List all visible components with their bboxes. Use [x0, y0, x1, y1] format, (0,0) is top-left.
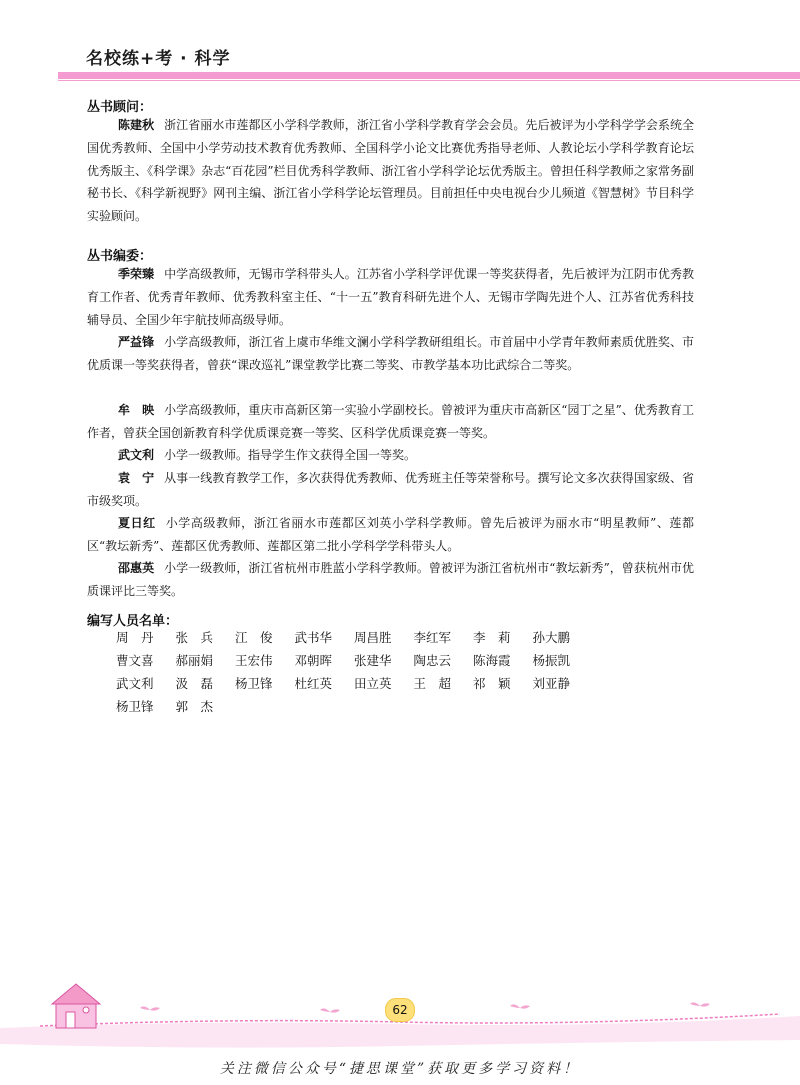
- editor-text: 小学高级教师，浙江省上虞市华维文澜小学科学教研组组长。市首届中小学青年教师素质优胜奖、市优质课一等奖获得者，曾获“课改巡礼”课堂教学比赛二等奖、市教学基本功比武综合二等奖。: [87, 335, 694, 372]
- header-bar: [58, 72, 800, 79]
- writer-name: 邓朝晖: [294, 653, 333, 668]
- editor-name: 牟 映: [118, 403, 155, 417]
- editor-text: 小学高级教师，浙江省丽水市莲都区刘英小学科学教师。曾先后被评为丽水市“明星教师”、莲都区“教坛新秀”、莲都区优秀教师、莲都区第二批小学科学学科带头人。: [87, 516, 694, 553]
- writer-name: 杨振凯: [532, 653, 571, 668]
- advisor-name: 陈建秋: [118, 118, 155, 132]
- writer-name: 陶忠云: [413, 653, 452, 668]
- editor-name: 武文利: [118, 448, 155, 462]
- editor-entry: [87, 331, 694, 377]
- advisors-title: 丛书顾问：: [87, 100, 153, 115]
- editor-text: 小学高级教师，重庆市高新区第一实验小学副校长。曾被评为重庆市高新区“园丁之星”、优秀教育工作者，曾获全国创新教育科学优质课竞赛一等奖、区科学优质课竞赛一等奖。: [87, 403, 694, 440]
- writer-name: 田立英: [354, 676, 392, 691]
- writer-name: 杜红英: [294, 676, 333, 691]
- page-number: 62: [385, 998, 415, 1022]
- writer-name: 武书华: [294, 630, 333, 645]
- editor-entry: [87, 444, 694, 467]
- sprout-icon: [140, 1002, 710, 1012]
- writer-name: 汲 磊: [175, 676, 214, 691]
- header-bar-thin: [58, 80, 800, 81]
- writers-row: [116, 697, 592, 720]
- editor-entry: [87, 512, 694, 558]
- editor-entry: [87, 263, 694, 331]
- writers-title: 编写人员名单：: [87, 614, 179, 629]
- advisor-entry: [87, 114, 694, 228]
- writer-name: 杨卫锋: [116, 699, 154, 714]
- writer-name: 刘亚静: [532, 676, 571, 691]
- writer-name: 李 莉: [473, 630, 511, 645]
- writer-name: 武文利: [116, 676, 154, 691]
- editor-name: 严益锋: [118, 335, 155, 349]
- writer-name: 李红军: [413, 630, 452, 645]
- writer-name: 杨卫锋: [235, 676, 273, 691]
- writer-name: 祁 颖: [473, 676, 511, 691]
- editor-entry: [87, 399, 694, 445]
- writer-name: 孙大鹏: [532, 630, 571, 645]
- footer-note: 关注微信公众号“捷思课堂”获取更多学习资料！: [219, 1061, 581, 1077]
- editors-title: 丛书编委：: [87, 249, 153, 264]
- writer-name: 周昌胜: [354, 630, 392, 645]
- writers-list: [116, 628, 592, 720]
- header-title: 名校练+考 · 科学: [86, 49, 231, 69]
- editor-text: 小学一级教师。指导学生作文获得全国一等奖。: [164, 448, 417, 462]
- writer-name: 郝丽娟: [175, 653, 214, 668]
- writer-name: 曹文喜: [116, 653, 154, 668]
- editor-text: 中学高级教师，无锡市学科带头人。江苏省小学科学评优课一等奖获得者，先后被评为江阴市优秀教育工作者、优秀青年教师、优秀教科室主任、“十一五”教育科研先进个人、无锡市学陶先进个人、江苏省优秀科技辅导员、全国少年宇航技师高级导师。: [87, 267, 694, 327]
- writer-name: 周 丹: [116, 630, 154, 645]
- editor-text: 小学一级教师，浙江省杭州市胜蓝小学科学教师。曾被评为浙江省杭州市“教坛新秀”，曾获杭州市优质课评比三等奖。: [87, 561, 694, 598]
- writer-name: 王宏伟: [235, 653, 273, 668]
- house-icon: [52, 984, 100, 1028]
- writer-name: 张 兵: [175, 630, 214, 645]
- editor-entry: [87, 467, 694, 513]
- editor-name: 邵惠英: [118, 561, 155, 575]
- writer-name: 郭 杰: [175, 699, 214, 714]
- writers-row: [116, 674, 592, 697]
- writer-name: 张建华: [354, 653, 392, 668]
- editor-name: 夏日红: [118, 516, 156, 530]
- advisor-text: 浙江省丽水市莲都区小学科学教师，浙江省小学科学教育学会会员。先后被评为小学科学学会系统全国优秀教师、全国中小学劳动技术教育优秀教师、全国科学小论文比赛优秀指导老师、人教论坛小学科学教育论坛优秀版主、《科学课》杂志“百花园”栏目优秀科学教师、浙江省小学科学论坛优秀版主。曾担任科学教师之家常务副秘书长、《科学新视野》网刊主编、浙江省小学科学论坛管理员。目前担任中央电视台少儿频道《智慧树》节目科学实验顾问。: [87, 118, 694, 224]
- writer-name: 陈海霞: [473, 653, 511, 668]
- editor-entry: [87, 557, 694, 603]
- writer-name: 江 俊: [235, 630, 273, 645]
- editor-name: 袁 宁: [118, 471, 155, 485]
- editor-text: 从事一线教育教学工作，多次获得优秀教师、优秀班主任等荣誉称号。撰写论文多次获得国家级、省市级奖项。: [87, 471, 694, 508]
- writers-row: [116, 651, 592, 674]
- writers-row: [116, 628, 592, 651]
- editor-name: 季荣臻: [118, 267, 155, 281]
- writer-name: 王 超: [413, 676, 452, 691]
